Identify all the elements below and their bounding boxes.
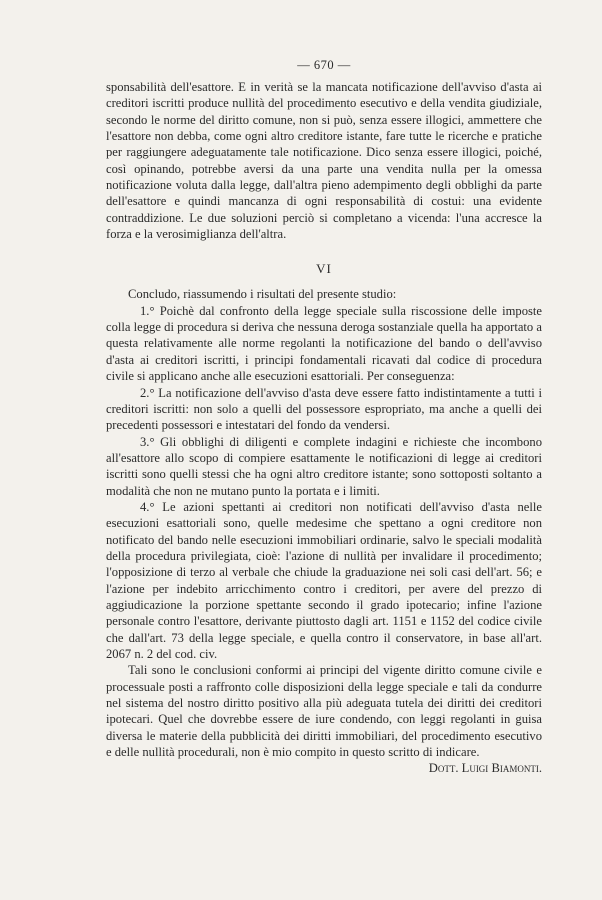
paragraph-continuation: sponsabilità dell'esattore. E in verità se la mancata notificazione dell'avviso d'asta ai creditori iscritti produce nullità del procedimento esecutivo e della vendita giudiziale, secondo le norme del diritto comune, non si può, senza essere illogici, ammettere che l'esattore non debba, come ogni altro creditore istante, fare tutte le ricerche e pratiche per raggiungere adeguatamente tale notificazione. Dico senza essere illogici, poiché, così opinando, potrebbe aversi da una parte una vendita nulla per la omessa notificazione voluta dalla legge, dall'altra pieno adempimento degli obblighi da parte dell'esattore e quindi mancanza di ogni responsabilità di costui: una evidente contraddizione. Le due soluzioni perciò si completano a vicenda: l'una accresce la forza e la verosimiglianza dell'altra. [106, 80, 542, 242]
page-number: — 670 — [297, 58, 351, 72]
conclusions-intro: Concludo, riassumendo i risultati del presente studio: [128, 287, 397, 302]
section-heading: VI [316, 261, 332, 277]
conclusion-item-1: 1.° Poichè dal confronto della legge speciale sulla riscossione delle imposte colla legge di procedura si deriva che nessuna deroga sostanziale quella ha apportato a questa relativamente alle norme regolanti la notificazione del bando o dell'avviso d'asta ai creditori iscritti, i principi fondamentali ricavati dal codice di procedura civile si applicano anche alle esecuzioni esattoriali. Per conseguenza: [106, 303, 542, 384]
closing-paragraph [106, 662, 542, 776]
closing-text: Tali sono le conclusioni conformi ai principi del vigente diritto comune civile e processuale posti a raffronto colle disposizioni della legge speciale e tali da condurre nel sistema del nostro diritto positivo alla più adeguata tutela dei diritti dei creditori ipotecari. Quel che dovrebbe essere de iure condendo, con leggi regolanti in guisa diversa le materie della pubblicità dei diritti immobiliari, del procedimento esecutivo e delle nullità procedurali, non è mio compito in questo scritto di indicare. [106, 663, 542, 760]
conclusion-item-3: 3.° Gli obblighi di diligenti e complete indagini e richieste che incombono all'esattore allo scopo di compiere esattamente le notificazioni di legge ai creditori iscritti sono quelli stessi che ha ogni altro creditore istante; sono sottoposti soltanto a modalità che non ne mutano punto la portata e i limiti. [106, 434, 542, 498]
conclusion-item-4: 4.° Le azioni spettanti ai creditori non notificati dell'avviso d'asta nelle esecuzioni esattoriali sono, quelle medesime che spettano a ogni creditore non notificato del bando nelle esecuzioni immobiliari ordinarie, salvo le speciali modalità della procedura privilegiata, cioè: l'azione di nullità per invalidare il procedimento; l'opposizione di terzo al verbale che chiude la graduazione nei soli casi dell'art. 56; e l'azione per indebito arricchimento contro i creditori, per avere del prezzo di aggiudicazione la porzione spettante secondo il grado ipotecario; infine l'azione personale contro l'esattore, derivante piuttosto dagli art. 1151 e 1152 del codice civile che dall'art. 73 della legge speciale, e quella contro il conservatore, in base all'art. 2067 n. 2 del cod. civ. [106, 499, 542, 661]
author-signature: Dott. Luigi Biamonti. [428, 761, 542, 776]
conclusion-item-2: 2.° La notificazione dell'avviso d'asta deve essere fatto indistintamente a tutti i creditori iscritti: non solo a quelli del possessore espropriato, ma anche a quelli dei precedenti possessori e intestatari del fondo da vendersi. [106, 385, 542, 433]
